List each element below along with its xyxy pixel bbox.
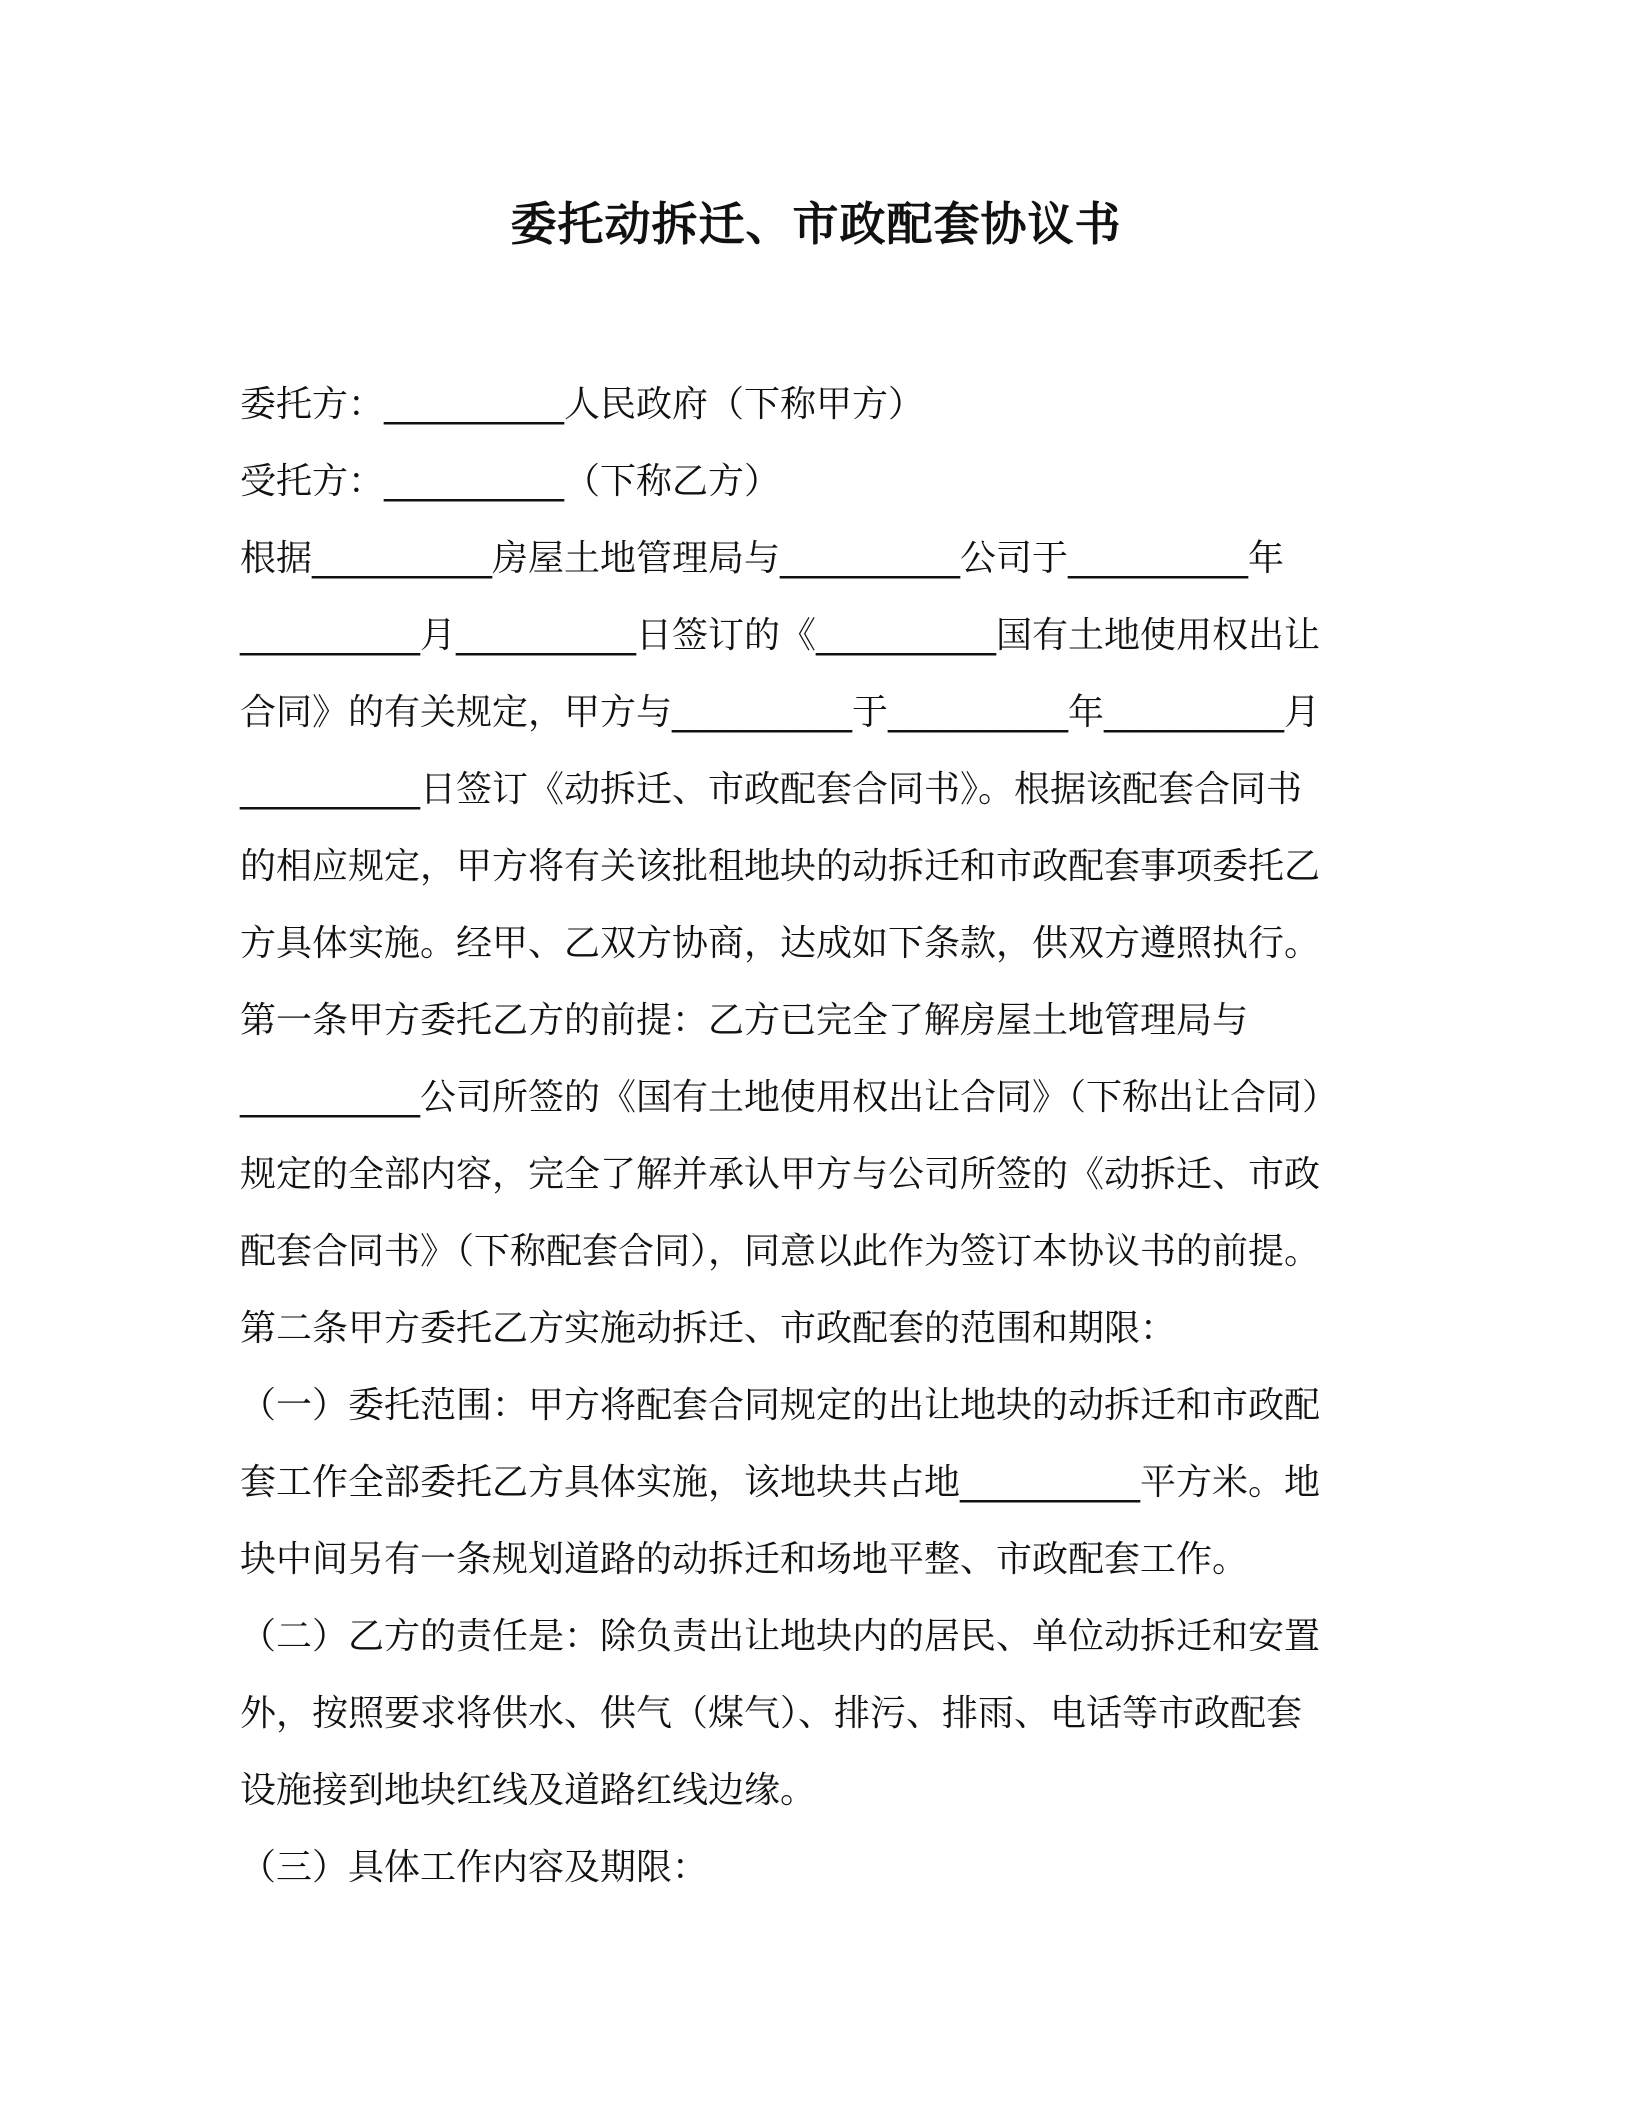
article-2-line: 第二条甲方委托乙方实施动拆迁、市政配套的范围和期限： — [240, 1308, 1177, 1349]
paragraph-line: __________月__________日签订的《__________国有土地使用权出让 — [240, 615, 1321, 656]
paragraph-line: 方具体实施。经甲、乙双方协商，达成如下条款，供双方遵照执行。 — [240, 923, 1321, 964]
paragraph-line: 合同》的有关规定，甲方与__________于__________年__________月 — [240, 692, 1321, 733]
paragraph-line: 外，按照要求将供水、供气（煤气）、排污、排雨、电话等市政配套 — [240, 1693, 1303, 1734]
clause-3-line: （三）具体工作内容及期限： — [240, 1847, 709, 1888]
clause-2-line: （二）乙方的责任是：除负责出让地块内的居民、单位动拆迁和安置 — [240, 1616, 1321, 1657]
paragraph-line: __________日签订《动拆迁、市政配套合同书》。根据该配套合同书 — [240, 769, 1303, 810]
clause-1-line: （一）委托范围：甲方将配套合同规定的出让地块的动拆迁和市政配 — [240, 1385, 1321, 1426]
paragraph-line: 规定的全部内容，完全了解并承认甲方与公司所签的《动拆迁、市政 — [240, 1154, 1321, 1195]
paragraph-line: 设施接到地块红线及道路红线边缘。 — [240, 1770, 817, 1811]
article-1-line: 第一条甲方委托乙方的前提：乙方已完全了解房屋土地管理局与 — [240, 1000, 1249, 1041]
party-a-line: 委托方：__________人民政府（下称甲方） — [240, 384, 925, 425]
document-title: 委托动拆迁、市政配套协议书 — [510, 197, 1122, 251]
paragraph-line: 的相应规定，甲方将有关该批租地块的动拆迁和市政配套事项委托乙 — [240, 846, 1321, 887]
paragraph-line: 块中间另有一条规划道路的动拆迁和场地平整、市政配套工作。 — [240, 1539, 1249, 1580]
paragraph-line: 套工作全部委托乙方具体实施，该地块共占地__________平方米。地 — [240, 1462, 1321, 1503]
document-body — [240, 366, 1390, 1906]
paragraph-line: 根据__________房屋土地管理局与__________公司于__________年 — [240, 538, 1285, 579]
paragraph-line: __________公司所签的《国有土地使用权出让合同》（下称出让合同） — [240, 1077, 1339, 1118]
paragraph-line: 配套合同书》（下称配套合同），同意以此作为签订本协议书的前提。 — [240, 1231, 1321, 1272]
party-b-line: 受托方：__________（下称乙方） — [240, 461, 781, 502]
